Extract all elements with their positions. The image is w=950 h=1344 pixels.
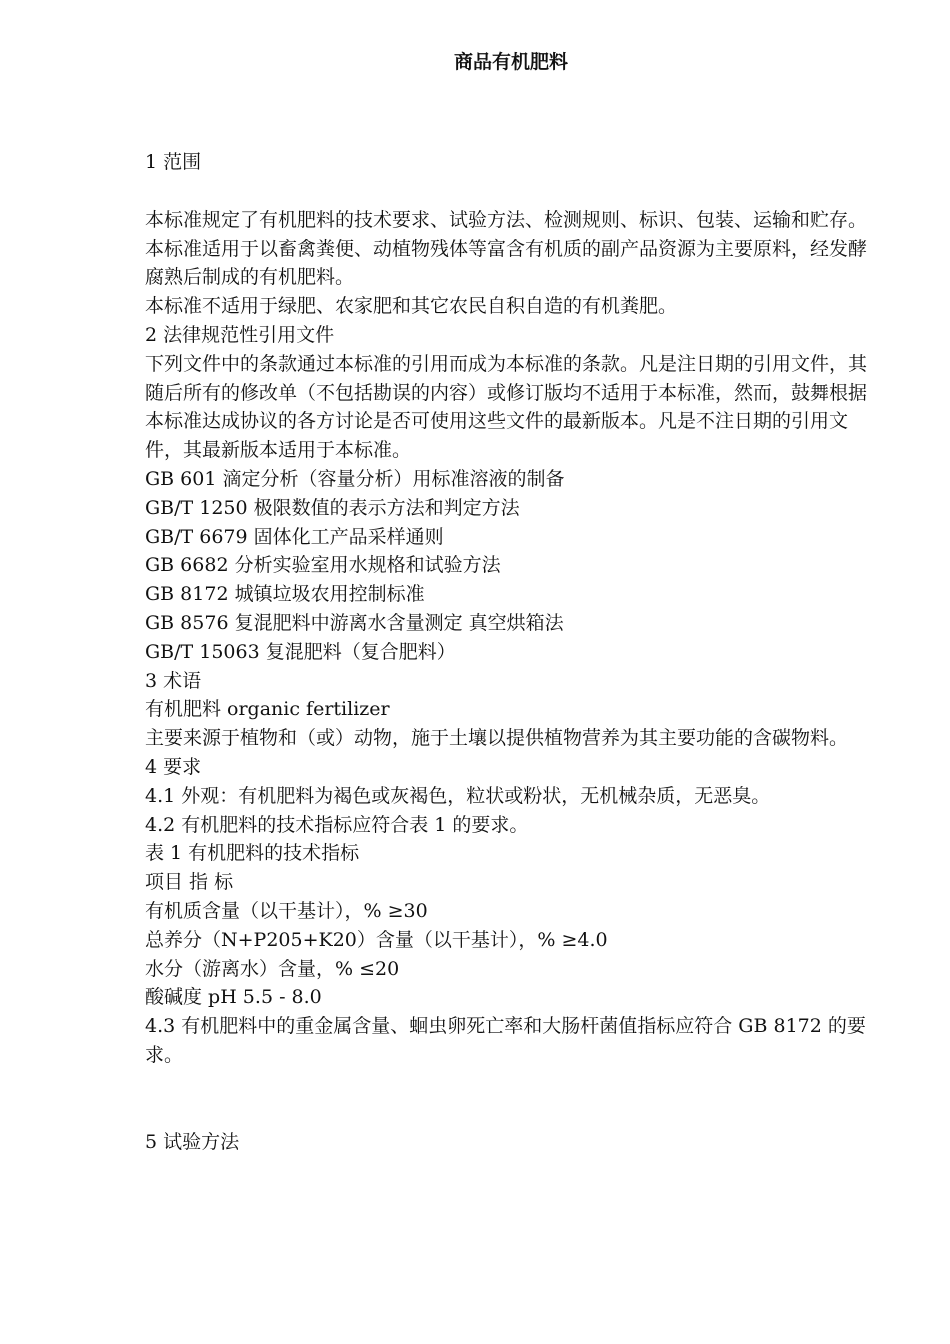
reference-item: GB 601 滴定分析（容量分析）用标准溶液的制备 <box>145 467 565 490</box>
section-heading-scope: 1 范围 <box>145 151 202 173</box>
reference-item: GB 6682 分析实验室用水规格和试验方法 <box>145 554 501 577</box>
table-header: 项目 指 标 <box>145 871 234 894</box>
document-title: 商品有机肥料 <box>453 51 568 73</box>
document-body <box>145 148 880 1157</box>
reference-item: GB/T 6679 固体化工产品采样通则 <box>145 525 444 548</box>
table-row: 酸碱度 pH 5.5 - 8.0 <box>145 986 322 1009</box>
scope-paragraph-3: 本标准不适用于绿肥、农家肥和其它农民自积自造的有机粪肥。 <box>145 295 678 318</box>
section-heading-terms: 3 术语 <box>145 669 202 692</box>
reference-item: GB 8576 复混肥料中游离水含量测定 真空烘箱法 <box>145 611 564 634</box>
requirement-appearance: 4.1 外观：有机肥料为褐色或灰褐色，粒状或粉状，无机械杂质，无恶臭。 <box>145 784 771 807</box>
reference-item: GB/T 1250 极限数值的表示方法和判定方法 <box>145 496 520 519</box>
scope-paragraph-2: 本标准适用于以畜禽粪便、动植物残体等富含有机质的副产品资源为主要原料，经发酵腐熟后制成的有机肥料。 <box>145 237 868 289</box>
section-heading-requirements: 4 要求 <box>145 755 202 778</box>
table-row: 总养分（N+P205+K20）含量（以干基计），% ≥4.0 <box>145 928 608 951</box>
table-caption: 表 1 有机肥料的技术指标 <box>145 842 360 865</box>
table-row: 水分（游离水）含量，% ≤20 <box>145 957 400 980</box>
section-heading-test-methods: 5 试验方法 <box>145 1130 240 1153</box>
reference-item: GB/T 15063 复混肥料（复合肥料） <box>145 640 456 663</box>
scope-paragraph-1: 本标准规定了有机肥料的技术要求、试验方法、检测规则、标识、包装、运输和贮存。 <box>145 208 868 231</box>
section-heading-references: 2 法律规范性引用文件 <box>145 323 335 346</box>
term-definition: 主要来源于植物和（或）动物，施于土壤以提供植物营养为其主要功能的含碳物料。 <box>145 727 849 750</box>
term-name: 有机肥料 organic fertilizer <box>145 698 390 721</box>
requirement-technical: 4.2 有机肥料的技术指标应符合表 1 的要求。 <box>145 813 529 836</box>
requirement-heavy-metals: 4.3 有机肥料中的重金属含量、蛔虫卵死亡率和大肠杆菌值指标应符合 GB 8172 的要求。 <box>145 1015 866 1066</box>
table-row: 有机质含量（以干基计），% ≥30 <box>145 899 428 922</box>
references-intro: 下列文件中的条款通过本标准的引用而成为本标准的条款。凡是注日期的引用文件，其随后所有的修改单（不包括勘误的内容）或修订版均不适用于本标准，然而，鼓舞根据本标准达成协议的各方讨论是否可使用这些文件的最新版本。凡是不注日期的引用文件，其最新版本适用于本标准。 <box>145 352 868 462</box>
reference-item: GB 8172 城镇垃圾农用控制标准 <box>145 583 425 606</box>
